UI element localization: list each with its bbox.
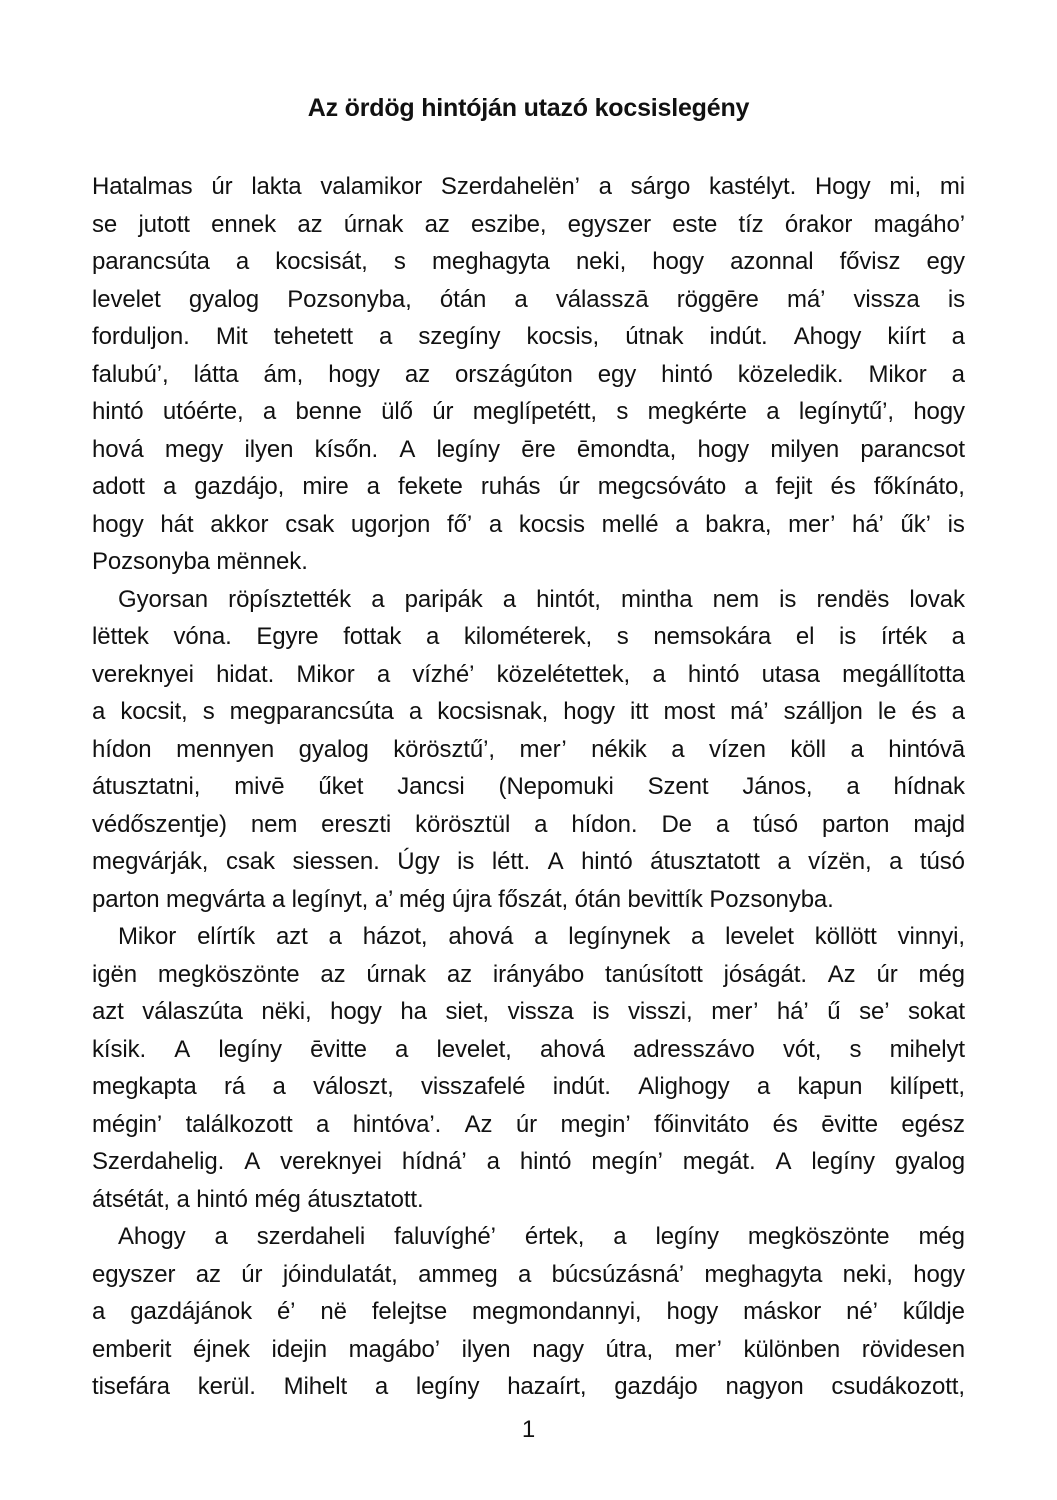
text-line: vereknyei hidat. Mikor a vízhé’ közelétettek, a hintó utasa megállította — [92, 660, 965, 688]
text-line: azt válaszúta nëki, hogy ha siet, vissza is visszi, mer’ há’ ű se’ sokat — [92, 998, 965, 1025]
text-line: forduljon. Mit tehetett a szegíny kocsis, útnak indút. Ahogy kiírt a — [92, 323, 965, 350]
text-line: Ahogy a szerdaheli faluvíghé’ értek, a legíny megköszönte még — [118, 1223, 965, 1250]
text-line: Hatalmas úr lakta valamikor Szerdahelën’ a sárgo kastélyt. Hogy mi, mi — [92, 173, 965, 200]
text-line: hintó utóérte, a benne ülő úr meglípetétt, s megkérte a legínytű’, hogy — [92, 398, 965, 425]
text-line: emberit éjnek idejin magábo’ ilyen nagy útra, mer’ különben rövidesen — [92, 1335, 965, 1363]
text-line: Mikor elírtík azt a házot, ahová a legínynek a levelet köllött vinnyi, — [118, 923, 965, 950]
text-line: Gyorsan röpísztették a paripák a hintót, mintha nem is rendës lovak — [118, 585, 965, 613]
text-line: átsétát, a hintó még átusztatott. — [92, 1185, 424, 1213]
document-body — [92, 168, 965, 1406]
text-line: adott a gazdájo, mire a fekete ruhás úr megcsóváto a fejit és főkínáto, — [92, 473, 965, 500]
text-line: mégin’ találkozott a hintóva’. Az úr megin’ főinvitáto és ēvitte egész — [92, 1110, 965, 1138]
text-line: megvárják, csak siessen. Úgy is létt. A hintó átusztatott a vízën, a túsó — [92, 848, 965, 875]
text-line: Pozsonyba mënnek. — [92, 548, 308, 575]
page-number: 1 — [521, 1415, 536, 1443]
text-line: levelet gyalog Pozsonyba, ótán a válasszā röggēre má’ vissza is — [92, 285, 965, 313]
text-line: Szerdahelig. A vereknyei hídná’ a hintó megín’ megát. A legíny gyalog — [92, 1148, 965, 1175]
text-line: megkapta rá a váloszt, visszafelé indút. Alighogy a kapun kilípett, — [92, 1073, 965, 1100]
text-line: lëttek vóna. Egyre fottak a kilométerek, s nemsokára el is írték a — [92, 623, 965, 650]
text-line: tisefára kerül. Mihelt a legíny hazaírt, gazdájo nagyon csudákozott, — [92, 1373, 965, 1400]
text-line: se jutott ennek az úrnak az eszibe, egyszer este tíz órakor magáho’ — [92, 210, 965, 238]
text-line: hová megy ilyen kísőn. A legíny ēre ēmondta, hogy milyen parancsot — [92, 435, 965, 463]
text-line: falubú’, látta ám, hogy az országúton egy hintó közeledik. Mikor a — [92, 360, 965, 388]
text-line: egyszer az úr jóindulatát, ammeg a búcsúzásná’ meghagyta neki, hogy — [92, 1260, 965, 1288]
text-line: igën megköszönte az úrnak az irányábo tanúsított jóságát. Az úr még — [92, 960, 965, 988]
text-line: kísik. A legíny ēvitte a levelet, ahová adresszávo vót, s mihelyt — [92, 1035, 965, 1063]
text-line: parancsúta a kocsisát, s meghagyta neki, hogy azonnal fővisz egy — [92, 248, 965, 275]
text-line: védőszentje) nem ereszti körösztül a hídon. De a túsó parton majd — [92, 810, 965, 838]
text-line: hídon mennyen gyalog körösztű’, mer’ nékik a vízen köll a hintóvā — [92, 735, 965, 763]
document-title: Az ördög hintóján utazó kocsislegény — [307, 94, 750, 122]
text-line: a kocsit, s megparancsúta a kocsisnak, hogy itt most má’ szálljon le és a — [92, 698, 965, 725]
text-line: parton megvárta a legínyt, a’ még újra főszát, ótán bevittík Pozsonyba. — [92, 885, 834, 913]
text-line: a gazdájánok é’ në felejtse megmondannyi, hogy máskor né’ kűldje — [92, 1298, 965, 1325]
text-line: hogy hát akkor csak ugorjon fő’ a kocsis mellé a bakra, mer’ há’ űk’ is — [92, 510, 965, 538]
text-line: átusztatni, mivē űket Jancsi (Nepomuki Szent János, a hídnak — [92, 773, 965, 800]
